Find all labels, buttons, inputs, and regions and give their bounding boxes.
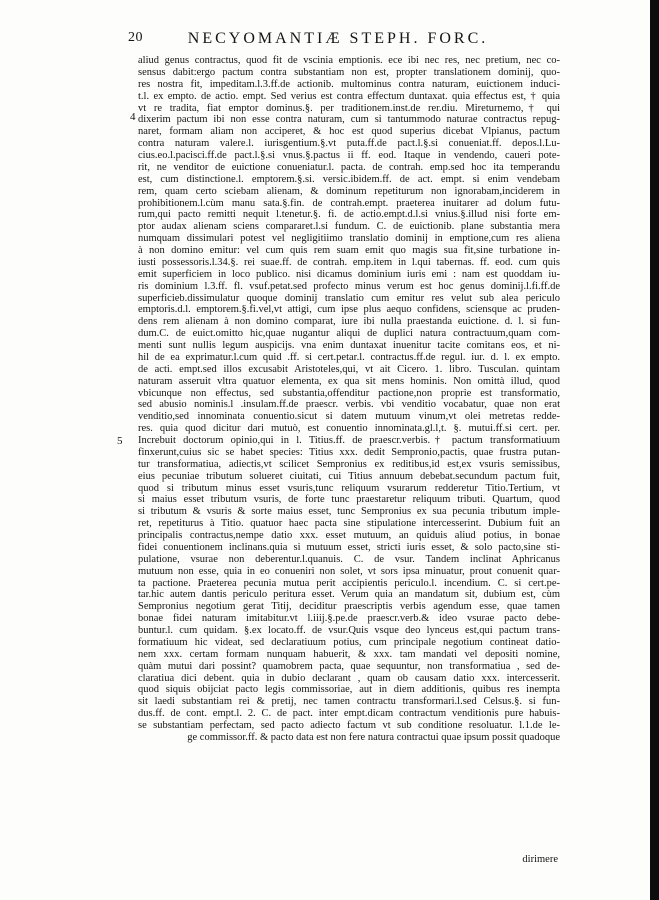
- text-line: quàm mutui dari possint? quamobrem pacta, quae sequuntur, non transformatiua , sed de-: [138, 660, 560, 672]
- text-line: finxerunt,cuius sic se habet species: Titius xxx. dedit Sempronio,pactis, quae frustra putan-: [138, 446, 560, 458]
- text-line: dus.ff. de cont. empt.l. 2. C. de pact. inter empt.dicam contractum venditionis pure habuis-: [138, 708, 560, 720]
- section-number-5: 5: [117, 435, 123, 447]
- text-line: vbicunque non effectus, sed substantia,offenditur pactione,non proprie est transformatio,: [138, 387, 560, 399]
- text-line: sensus dabit:ergo pactum contra substantiam non est, propter translationem dominij, quo-: [138, 66, 560, 78]
- text-line: de acti. empt.sed illos excusabit Aristoteles,qui, vt ait Cicero. 1. libro. Tusculan. quintam: [138, 363, 560, 375]
- text-line: vt re tradita, fiat emptor dominus.§. per traditionem.inst.de rer.diu. Mireturnemo,† qui: [138, 102, 560, 114]
- text-line: cius.eo.l.pacisci.ff.de pact.l.§.si vnus.§.pactus ii ff. eod. Itaque in vendendo, caueri pote-: [138, 150, 560, 161]
- text-line: contra naturam valere.l. iurisgentium.§.vt puta.ff.de pact.l.§.si conueniat.ff. depos.l.Lu-: [138, 138, 560, 150]
- text-line: bonae fidei naturam imitabitur.vt l.iiij.§.pe.de praescr.verb.& ideo vsurae pacto debe-: [138, 613, 560, 625]
- text-line: pulatione, vsurae non deberentur.l.quanuis. C. de vsur. Tandem inclinat Aphricanus: [138, 553, 560, 565]
- section-number-4: 4: [130, 111, 136, 123]
- text-line: t.l. ex empto. de actio. empt. Sed verius est contra effectum duntaxat. quia effectus est, † quia: [138, 90, 560, 102]
- running-head: NECYOMANTIÆ STEPH. FORC.: [187, 30, 489, 47]
- text-line: tur transformatiua, adiectis,vt scilicet Sempronius ex reditibus,id est,ex vsuris semissibus,: [138, 458, 560, 470]
- text-line: res. quia quod dicitur dari mutuò, est conuentio innominata.gl.l,t. §. mutui.ff.si cert. per.: [138, 423, 560, 435]
- page-header: [128, 30, 548, 50]
- scan-edge-shadow: [650, 0, 659, 900]
- text-line: formatiuum hic videat, sed declaratiuum potius, cum principale negotium contineat datio-: [138, 636, 560, 648]
- text-line: ge commissor.ff. & pacto data est non fere natura contractui quae ipsum possit quadoque: [187, 731, 560, 743]
- text-line: ptor audax alienam sciens compararet.l.si fundum. C. de euictionib. plane substantia mera: [138, 221, 560, 233]
- text-line: nem xxx. certam formam nunquam habuerit, & xxx. tam mandati vel depositi nomine,: [138, 648, 560, 660]
- text-line: rum,qui pacto remitti nequit l.tenetur.§. fi. de actio.empt.d.l.si vnius.§.illud nisi forte em-: [138, 209, 560, 221]
- text-line: dixerim pactum ibi non esse contra naturam, cum si tantummodo naturae contractus repug-: [138, 114, 560, 126]
- text-line: numquam dissimulari potest vel negligitiimo translatio dominij in emptione,cum res aliena: [138, 233, 560, 245]
- text-line: res nostra fit, impeditam.l.3.ff.de actionib. multominus contra naturam, euictionem induci-: [138, 78, 560, 90]
- text-line: quod si tributum minus esset vsuris,tunc reliquum vsurarum redderetur Titio.Tertium, vt: [138, 482, 560, 494]
- text-line: se substantiam perfectam, sed pacto adiecto factum vt sub conditione resoluatur. l.1.de le-: [138, 720, 560, 731]
- text-line: emit superficiem in loco publico. nisi dicamus dominium iuris emi : nam est quoddam iu-: [138, 268, 560, 280]
- page-number: 20: [128, 30, 143, 45]
- text-line: hil de ea exprimatur.l.cum quid .ff. si cert.petar.l. contractus.ff.de regul. iur. d. l. ex empto.: [138, 351, 560, 363]
- text-line: superficieb.dissimulatur quoque dominij translatio cum emitur res velut sub alea periculo: [138, 292, 560, 304]
- text-line: Sempronius negotium gerat Titij, deciditur praescriptis verbis agendum esse, quae tamen: [138, 601, 560, 613]
- text-line: est, cum distinctione.l. emptorem.§.si. versic.ibidem.ff. de act. empt. si enim vendebam: [138, 173, 560, 185]
- text-line: tar.hic autem dantis periculo peritura esset. Verum quia an mandatum sit, dubium est, cùm: [138, 589, 560, 601]
- text-line: naret, formam aliam non acciperet, & hoc est quod superius dicebat Vlpianus, pactum: [138, 126, 560, 138]
- text-line: iusti possessoris.l.34.§. rei suae.ff. de contrah. emp.item in l.qui tabernas. ff. eod. cum quis: [138, 256, 560, 268]
- text-line: principalis contractus,nempe datio xxx. esset mutuum, an quiduis aliud potius, in bonae: [138, 530, 560, 541]
- text-line: rit, ne venditor de euictione conueniatur.l. pacta. de contrah. emp.sed hoc ita temperandu: [138, 161, 560, 173]
- text-line: emptoris.d.l. emptorem.§.fi.vel,vt attigi, cum ipse plus aequo confidens, sciensque ac pruden-: [138, 304, 560, 316]
- text-line: dum.C. de euict.omitto hic,quae nugantur aliqui de duplici natura contractuum,quam com-: [138, 328, 560, 340]
- text-line: venditio,sed innominata conuentio.sicut si datem mutuum vinum,vt olei metretas redde-: [138, 411, 560, 423]
- text-line: si tributum & vsuris & sorte maius esset, tunc Sempronius ex sua pecunia tributum imple-: [138, 506, 560, 518]
- text-line: rem, quam certo sciebam alienam, & dominum repetiturum non ignorabam,inciderem in: [138, 185, 560, 197]
- text-line: si maius esset tributum vsuris, de forte tunc praestaretur reliquum tributi. Quartum, quod: [138, 494, 560, 506]
- text-line: Increbuit doctorum opinio,qui in l. Titius.ff. de praescr.verbis.† pactum transformatiuum: [138, 435, 560, 446]
- text-line: buntur.l. cum quidam. §.ex locato.ff. de vsur.Quis vsque deo lynceus est,qui pactum trans-: [138, 625, 560, 636]
- text-line: quod siquis obijciat pacto legis commissoriae, aut in diem additionis, quibus res inempta: [138, 684, 560, 696]
- text-line: ta pactione. Praeterea pecunia mutua perit accipientis periculo.l. incendium. C. si cert.pe-: [138, 577, 560, 589]
- text-line: eius pecuniae tributum solueret ciuitati, cui Titius annuum debebat.secundum pactum fuit,: [138, 470, 560, 482]
- text-line: naturam asseruit vltra quatuor elementa, ex qua sit mens hominis. Non omittà illud, quod: [138, 375, 560, 387]
- text-line: aliud genus contractus, quod fit de vscinia emptionis. ece ibi nec res, nec pretium, nec co-: [138, 55, 560, 66]
- text-line: claratiua dici debent. quia in dubio declarant , quam ob causam datio xxx. intercesserit.: [138, 672, 560, 684]
- catchword: dirimere: [522, 854, 558, 865]
- text-line: mutuum non esse, quia in eo conueniri non solet, vt sors ipsa minuatur, prout conuenit quar-: [138, 565, 560, 577]
- text-line: dens rem alienam à non domino comparat, iure ibi nulla praestanda euictione. d. l. si fun-: [138, 316, 560, 328]
- body-text: [138, 55, 560, 744]
- text-line: menti sunt nullis legum auspicijs. vna enim duntaxat inuenitur tacite comitans eos, et ni-: [138, 340, 560, 351]
- text-line: ret, repetiturus à Titio. quatuor haec pacta sine stipulatione intercesserint. Dubium fuit an: [138, 518, 560, 530]
- text-line: prohibitionem.l.cùm manu sata.§.fin. de contrah.empt. praeterea inuitarer ad dolum futu-: [138, 197, 560, 209]
- text-line: ris dominium l.3.ff. fl. vsuf.petat.sed profecto minus verum est hoc genus dominij.l.fi.ff.de: [138, 280, 560, 292]
- text-line: sit laedi substantiam rei & pretij, nec tamen contractu transformari.l.sed Celsus.§. si fun-: [138, 696, 560, 708]
- text-line: sed abusio nominis.l .insulam.ff.de praescr. verbis. vbi venditio vocabatur, quae non erat: [138, 399, 560, 411]
- text-line: à non domino emitur: vel cum quis rem suam emit quo magis sua fit,sine turbatione in-: [138, 245, 560, 256]
- text-line: fidei conuentionem inclinans.quia si mutuum esset, stricti iuris esset, & solo pacto,sine sti-: [138, 541, 560, 553]
